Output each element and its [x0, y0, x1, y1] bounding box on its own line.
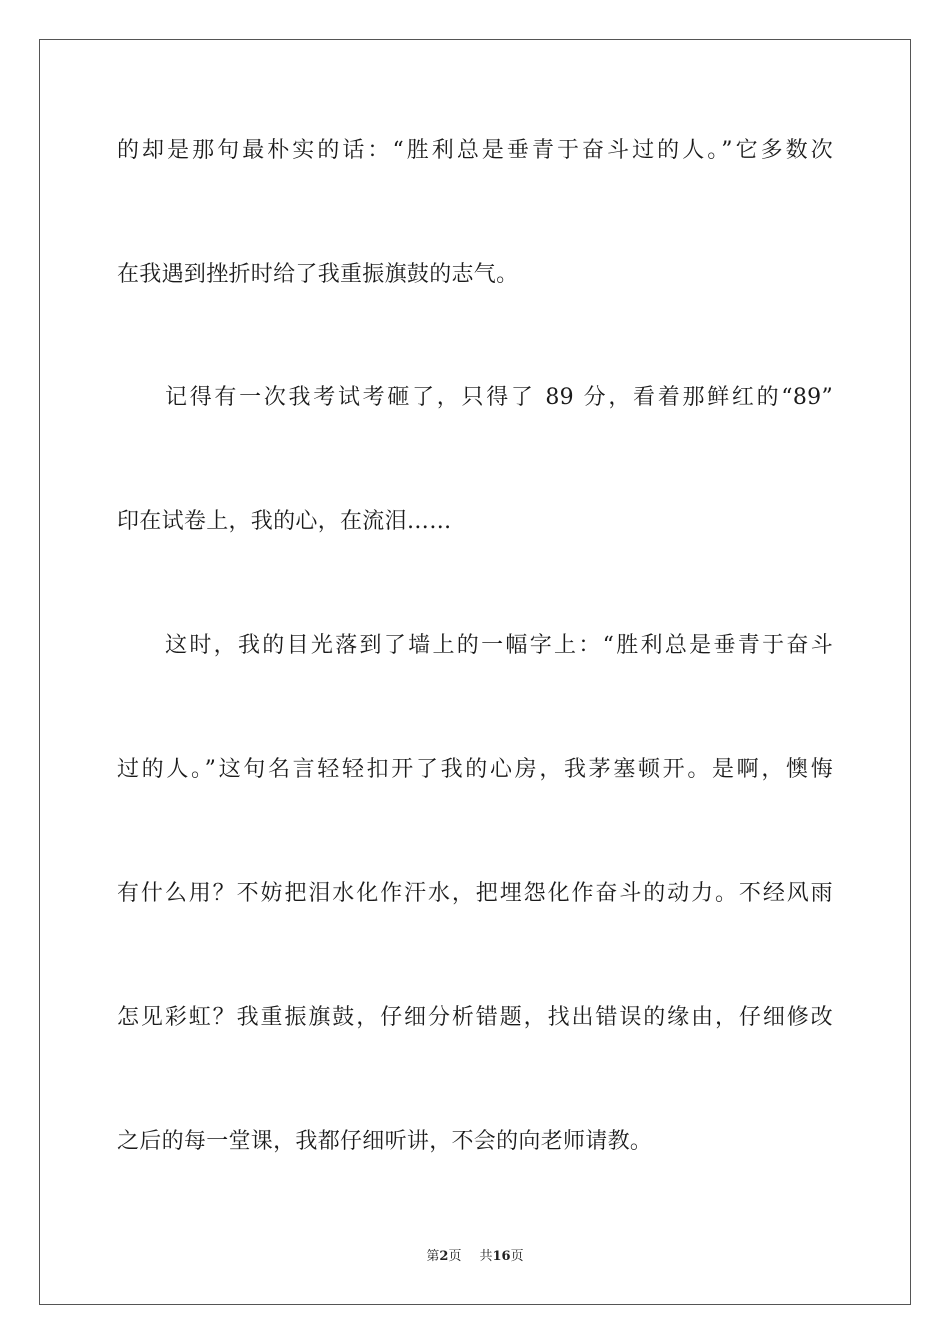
text-line-7: 有什么用？不妨把泪水化作汗水，把埋怨化作奋斗的动力。不经风雨 [117, 881, 833, 906]
text-line-9: 之后的每一堂课，我都仔细听讲，不会的向老师请教。 [117, 1129, 653, 1154]
page-border [39, 39, 911, 1305]
footer-page-prefix: 第 [426, 1249, 440, 1264]
footer-page-number: 2 [439, 1249, 449, 1264]
text-line-3: 记得有一次我考试考砸了，只得了 89 分，看着那鲜红的“89” [165, 385, 833, 410]
footer-total-prefix: 共 [479, 1249, 493, 1264]
text-line-1: 的却是那句最朴实的话：“胜利总是垂青于奋斗过的人。”它多数次 [117, 138, 833, 163]
text-line-5: 这时，我的目光落到了墙上的一幅字上：“胜利总是垂青于奋斗 [165, 633, 833, 658]
footer-total-suffix: 页 [510, 1249, 524, 1264]
text-line-8: 怎见彩虹？我重振旗鼓，仔细分析错题，找出错误的缘由，仔细修改 [117, 1005, 833, 1030]
footer-total-pages: 16 [492, 1249, 511, 1264]
text-line-6: 过的人。”这句名言轻轻扣开了我的心房，我茅塞顿开。是啊，懊悔 [117, 757, 833, 782]
page-footer [0, 1248, 950, 1266]
text-line-4: 印在试卷上，我的心，在流泪…… [117, 509, 452, 534]
footer-page-suffix: 页 [448, 1249, 462, 1264]
text-line-2: 在我遇到挫折时给了我重振旗鼓的志气。 [117, 262, 519, 287]
